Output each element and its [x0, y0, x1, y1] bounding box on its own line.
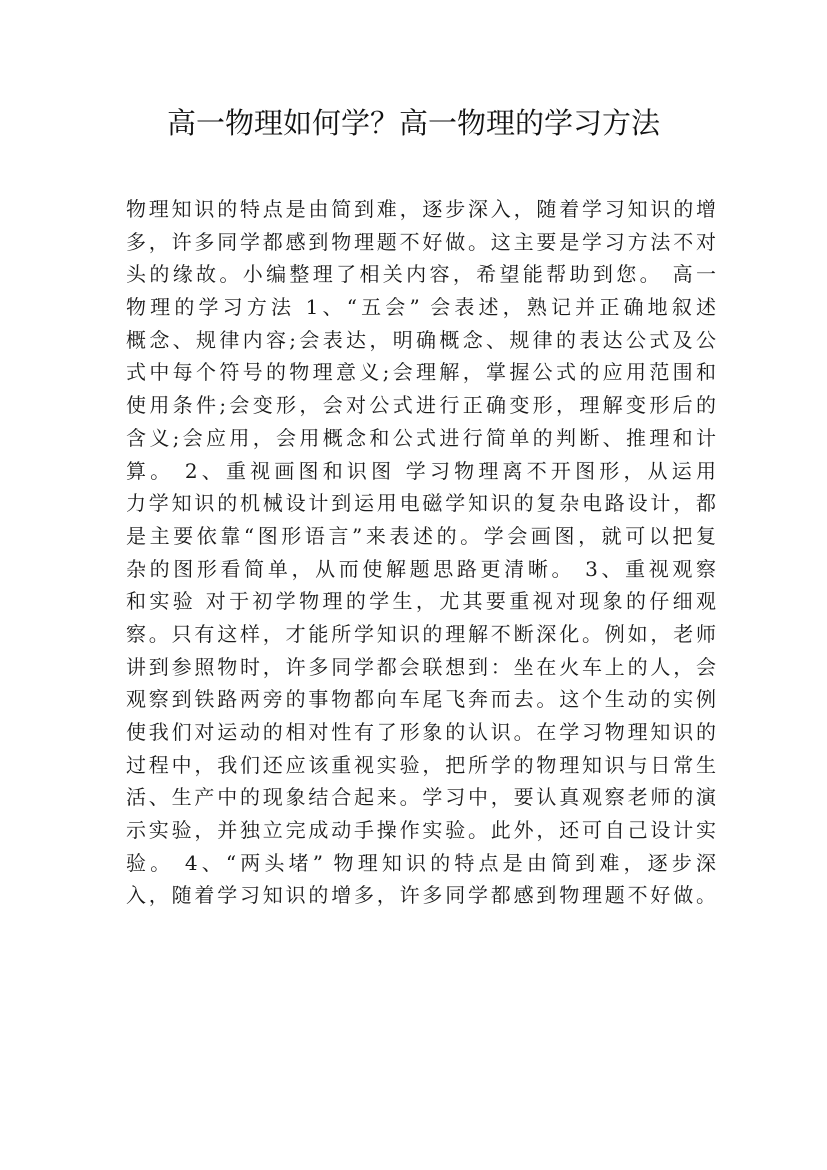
body-line: 和实验 对于初学物理的学生，尤其要重视对现象的仔细观	[126, 589, 716, 614]
document-title: 高一物理如何学？高一物理的学习方法	[166, 106, 660, 140]
body-line: 物理的学习方法 1、“五会” 会表述，熟记并正确地叙述	[126, 295, 716, 320]
document-body	[126, 193, 716, 912]
body-line: 多，许多同学都感到物理题不好做。这主要是学习方法不对	[126, 229, 716, 254]
body-line: 使用条件;会变形，会对公式进行正确变形，理解变形后的	[126, 393, 716, 418]
body-line: 入，随着学习知识的增多，许多同学都感到物理题不好做。	[126, 883, 716, 908]
body-line: 是主要依靠“图形语言”来表述的。学会画图，就可以把复	[126, 523, 716, 548]
body-line: 含义;会应用，会用概念和公式进行简单的判断、推理和计	[126, 425, 716, 450]
body-line: 杂的图形看简单，从而使解题思路更清晰。 3、重视观察	[126, 556, 716, 581]
body-line: 过程中，我们还应该重视实验，把所学的物理知识与日常生	[126, 752, 716, 777]
body-line: 物理知识的特点是由简到难，逐步深入，随着学习知识的增	[126, 197, 716, 221]
body-line: 式中每个符号的物理意义;会理解，掌握公式的应用范围和	[126, 360, 716, 385]
body-line: 观察到铁路两旁的事物都向车尾飞奔而去。这个生动的实例	[126, 687, 716, 712]
body-line: 算。 2、重视画图和识图 学习物理离不开图形，从运用	[126, 458, 716, 483]
body-line: 活、生产中的现象结合起来。学习中，要认真观察老师的演	[126, 785, 716, 810]
body-line: 验。 4、“两头堵” 物理知识的特点是由简到难，逐步深	[126, 850, 716, 875]
body-line: 概念、规律内容;会表达，明确概念、规律的表达公式及公	[126, 327, 716, 352]
body-line: 头的缘故。小编整理了相关内容，希望能帮助到您。 高一	[126, 262, 716, 287]
body-line: 察。只有这样，才能所学知识的理解不断深化。例如，老师	[126, 621, 716, 646]
body-line: 使我们对运动的相对性有了形象的认识。在学习物理知识的	[126, 720, 716, 744]
body-line: 讲到参照物时，许多同学都会联想到：坐在火车上的人，会	[126, 654, 716, 679]
body-line: 示实验，并独立完成动手操作实验。此外，还可自己设计实	[126, 818, 716, 843]
body-line: 力学知识的机械设计到运用电磁学知识的复杂电路设计，都	[126, 491, 716, 516]
